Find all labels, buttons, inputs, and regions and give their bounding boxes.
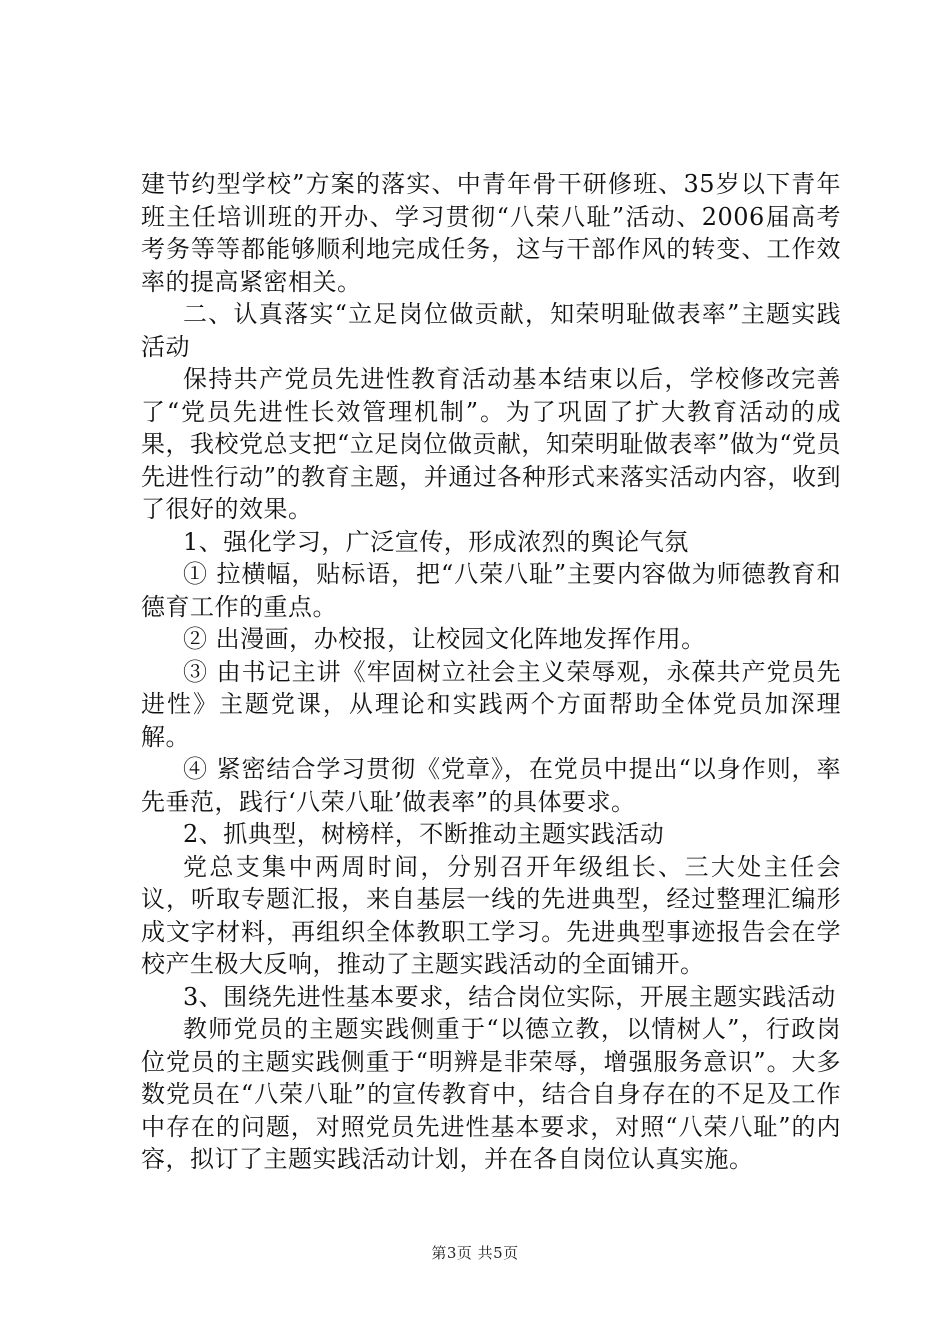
subheading-three: 3、围绕先进性基本要求，结合岗位实际，开展主题实践活动 bbox=[183, 982, 836, 1011]
document-body bbox=[141, 168, 841, 1176]
list-item: ④ 紧密结合学习贯彻《党章》，在党员中提出“以身作则，率先垂范，践行‘八荣八耻’做表率”的具体要求。 bbox=[141, 755, 841, 816]
subheading-one: 1、强化学习，广泛宣传，形成浓烈的舆论气氛 bbox=[183, 527, 689, 556]
list-item: ③ 由书记主讲《牢固树立社会主义荣辱观，永葆共产党员先进性》主题党课，从理论和实践两个方面帮助全体党员加深理解。 bbox=[141, 657, 841, 751]
page-footer: 第3页 共5页 bbox=[431, 1244, 519, 1262]
subheading-two: 2、抓典型，树榜样，不断推动主题实践活动 bbox=[183, 820, 665, 848]
list-item: ② 出漫画，办校报，让校园文化阵地发挥作用。 bbox=[183, 625, 706, 653]
paragraph-continuation: 建节约型学校”方案的落实、中青年骨干研修班、35岁以下青年班主任培训班的开办、学习贯彻“八荣八耻”活动、2006届高考考务等等都能够顺利地完成任务，这与干部作风的转变、工作效率的提高紧密相关。 bbox=[141, 170, 841, 296]
section-heading-two: 二、认真落实“立足岗位做贡献，知荣明耻做表率”主题实践活动 bbox=[141, 300, 841, 361]
paragraph: 党总支集中两周时间，分别召开年级组长、三大处主任会议，听取专题汇报，来自基层一线的先进典型，经过整理汇编形成文字材料，再组织全体教职工学习。先进典型事迹报告会在学校产生极大反响，推动了主题实践活动的全面铺开。 bbox=[141, 852, 841, 978]
list-item: ① 拉横幅，贴标语，把“八荣八耻”主要内容做为师德教育和德育工作的重点。 bbox=[141, 560, 841, 621]
paragraph: 教师党员的主题实践侧重于“以德立教，以情树人”，行政岗位党员的主题实践侧重于“明辨是非荣辱，增强服务意识”。大多数党员在“八荣八耻”的宣传教育中，结合自身存在的不足及工作中存在的问题，对照党员先进性基本要求，对照“八荣八耻”的内容，拟订了主题实践活动计划，并在各自岗位认真实施。 bbox=[141, 1015, 841, 1173]
paragraph: 保持共产党员先进性教育活动基本结束以后，学校修改完善了“党员先进性长效管理机制”。为了巩固了扩大教育活动的成果，我校党总支把“立足岗位做贡献，知荣明耻做表率”做为“党员先进性行动”的教育主题，并通过各种形式来落实活动内容，收到了很好的效果。 bbox=[141, 365, 841, 523]
